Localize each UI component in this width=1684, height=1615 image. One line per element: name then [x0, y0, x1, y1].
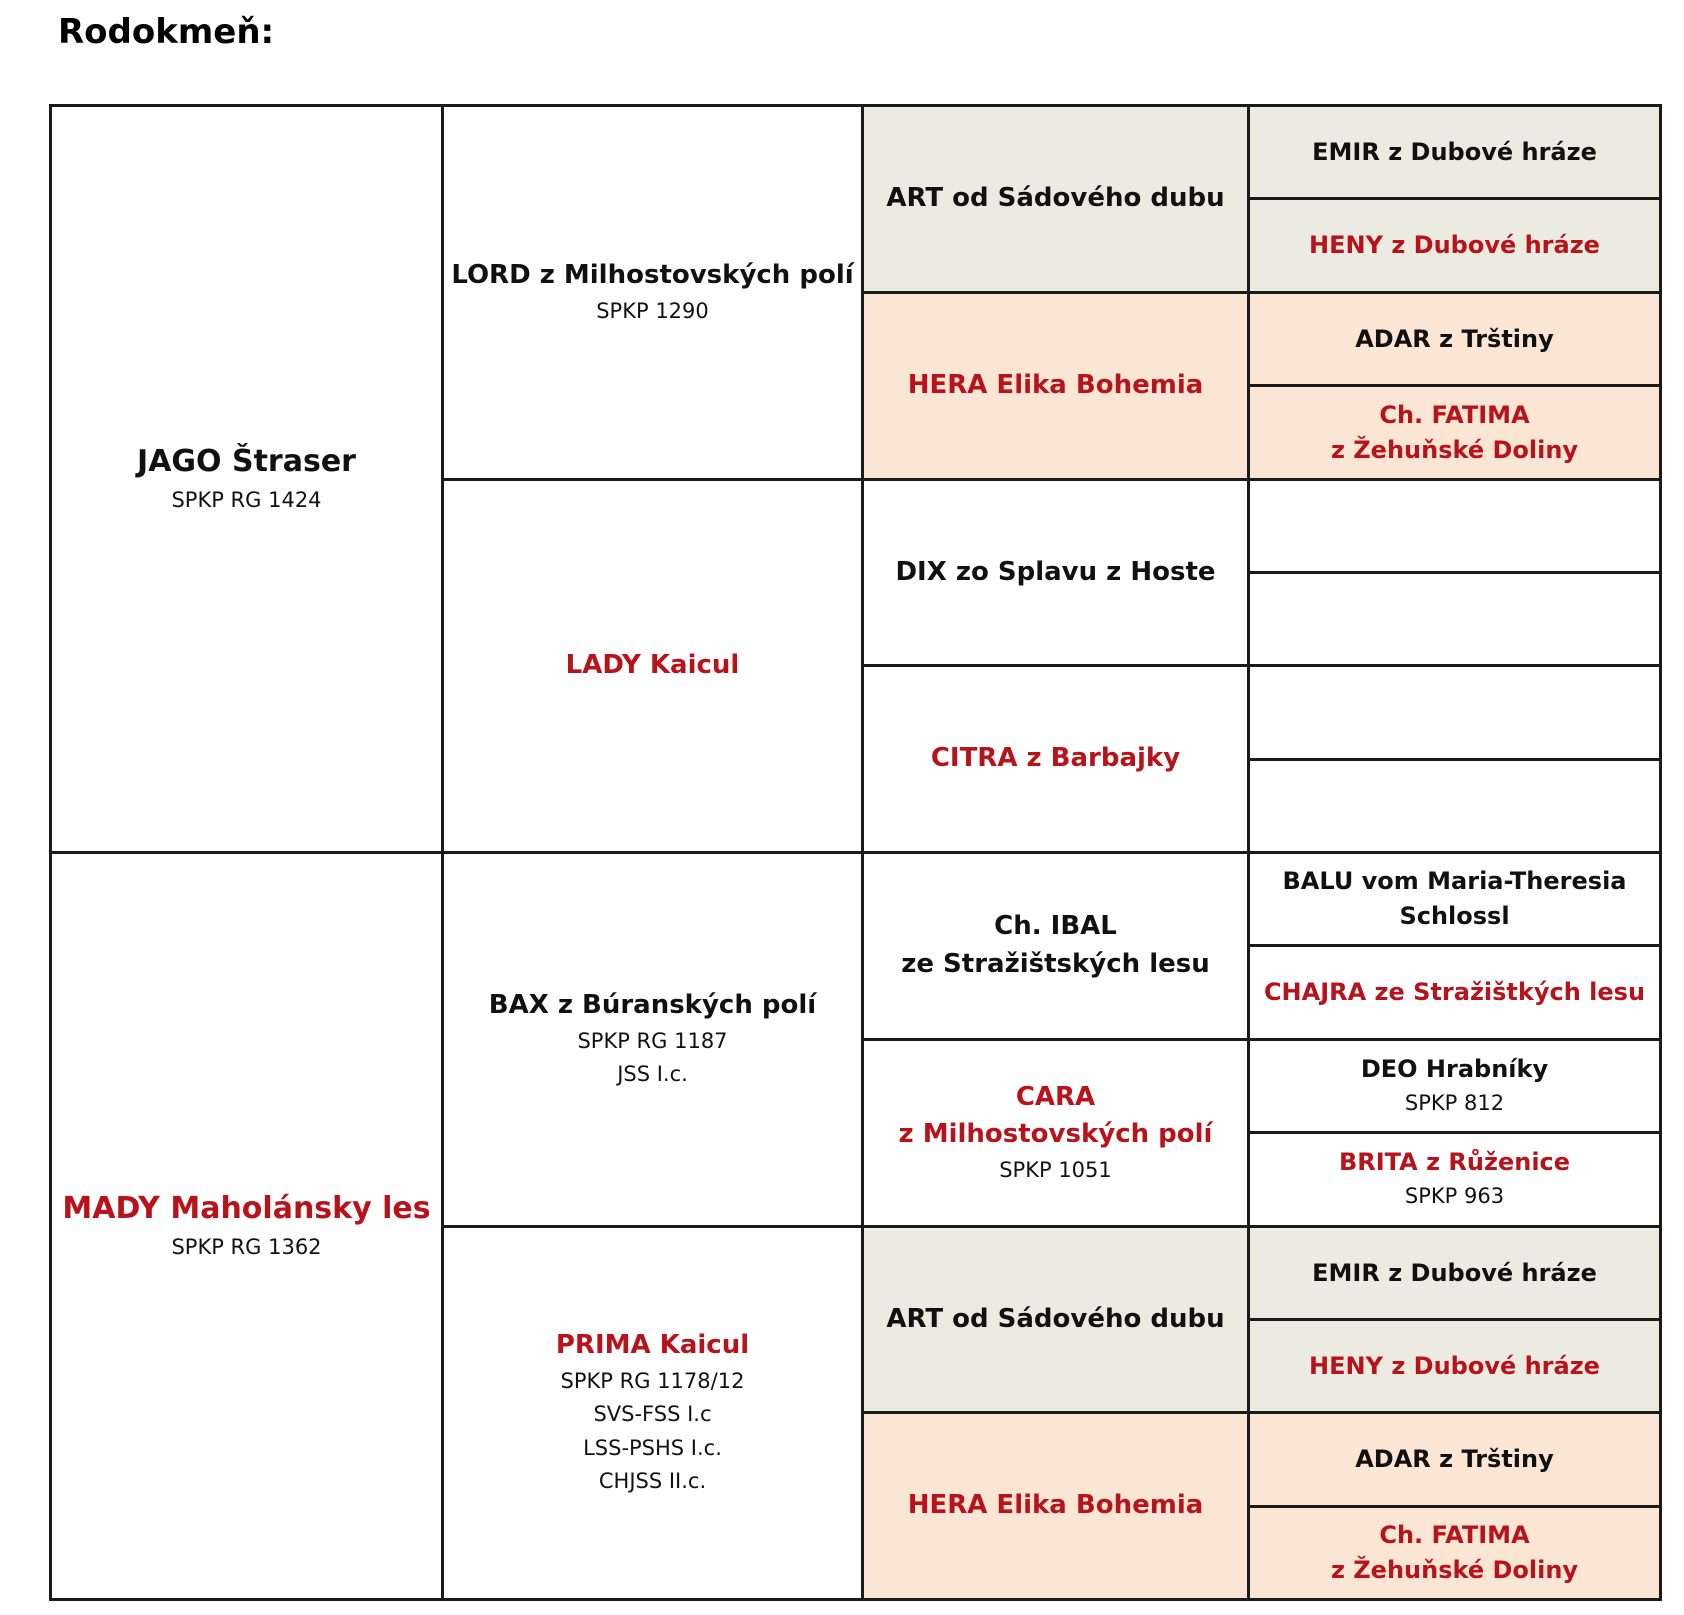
dog-name: BAX z Búranských polí: [488, 990, 817, 1021]
pedigree-cell-gen3: [861, 851, 1250, 1041]
dog-name: Schlossl: [1399, 902, 1510, 930]
pedigree-cell-gen2: [441, 104, 864, 481]
dog-registration-detail: SPKP 812: [1404, 1090, 1505, 1115]
pedigree-cell-gen4: [1247, 1225, 1662, 1321]
pedigree-cell-gen4: [1247, 104, 1662, 200]
dog-name: ADAR z Trštiny: [1355, 1445, 1554, 1474]
dog-name: HENY z Dubové hráze: [1309, 231, 1600, 260]
dog-registration-detail: LSS-PSHS I.c.: [583, 1435, 722, 1460]
pedigree-cell-gen1: [49, 104, 444, 854]
dog-name: JAGO Štraser: [137, 444, 356, 480]
dog-name: LADY Kaicul: [565, 650, 740, 681]
dog-name: CHAJRA ze Stražištkých lesu: [1263, 978, 1646, 1007]
pedigree-cell-gen3: [861, 1411, 1250, 1601]
dog-name: Ch. FATIMA: [1379, 1521, 1530, 1550]
dog-name: Ch. FATIMA: [1379, 400, 1530, 429]
dog-name: ART od Sádového dubu: [886, 183, 1225, 214]
dog-name: ADAR z Trštiny: [1355, 324, 1554, 353]
pedigree-cell-gen4: [1247, 1411, 1662, 1508]
pedigree-cell-gen3: [861, 1038, 1250, 1228]
dog-name: LORD z Milhostovských polí: [451, 259, 854, 290]
dog-name: HERA Elika Bohemia: [907, 1490, 1204, 1521]
pedigree-cell-gen4: [1247, 1318, 1662, 1414]
dog-name: CITRA z Barbajky: [930, 743, 1181, 774]
dog-name: Ch. IBAL: [994, 911, 1117, 942]
dog-name: HERA Elika Bohemia: [907, 370, 1204, 401]
pedigree-cell-gen3: [861, 1225, 1250, 1414]
pedigree-cell-gen4: [1247, 944, 1662, 1041]
dog-name: HENY z Dubové hráze: [1309, 1351, 1600, 1380]
dog-name: EMIR z Dubové hráze: [1312, 1258, 1597, 1287]
pedigree-cell-gen2: [441, 851, 864, 1228]
pedigree-cell-gen4: [1247, 1131, 1662, 1228]
dog-name: DIX zo Splavu z Hoste: [895, 556, 1216, 587]
pedigree-cell-gen3: [861, 478, 1250, 667]
dog-name: EMIR z Dubové hráze: [1312, 137, 1597, 166]
dog-registration-detail: CHJSS II.c.: [598, 1469, 707, 1494]
dog-registration-detail: SPKP 963: [1404, 1184, 1505, 1209]
pedigree-cell-gen1: [49, 851, 444, 1601]
dog-name: ART od Sádového dubu: [886, 1303, 1225, 1334]
dog-name: CARA: [1015, 1081, 1096, 1112]
pedigree-cell-gen2: [441, 1225, 864, 1601]
dog-name: z Žehuňské Doliny: [1330, 1556, 1579, 1584]
pedigree-cell-gen4: [1247, 478, 1662, 574]
dog-name: BRITA z Růženice: [1338, 1148, 1571, 1177]
page-title: Rodokmeň:: [58, 12, 275, 52]
pedigree-cell-gen4: [1247, 197, 1662, 294]
pedigree-cell-gen4: [1247, 571, 1662, 667]
pedigree-cell-gen4: [1247, 758, 1662, 854]
pedigree-cell-gen4: [1247, 384, 1662, 481]
pedigree-cell-gen4: [1247, 664, 1662, 761]
dog-registration-detail: SPKP 1290: [596, 298, 709, 323]
dog-registration-detail: SPKP RG 1424: [171, 487, 322, 512]
dog-name: MADY Maholánsky les: [62, 1191, 431, 1227]
dog-registration-detail: SVS-FSS I.c: [593, 1402, 712, 1427]
dog-name: PRIMA Kaicul: [555, 1329, 750, 1360]
pedigree-cell-gen2: [441, 478, 864, 854]
pedigree-cell-gen3: [861, 664, 1250, 854]
dog-registration-detail: SPKP RG 1187: [577, 1028, 728, 1053]
dog-registration-detail: SPKP RG 1362: [171, 1234, 322, 1259]
dog-registration-detail: JSS I.c.: [617, 1062, 688, 1087]
pedigree-cell-gen4: [1247, 1038, 1662, 1134]
pedigree-cell-gen4: [1247, 291, 1662, 387]
dog-registration-detail: SPKP RG 1178/12: [560, 1368, 745, 1393]
pedigree-cell-gen3: [861, 104, 1250, 294]
dog-name: BALU vom Maria-Theresia: [1282, 867, 1627, 896]
pedigree-cell-gen3: [861, 291, 1250, 481]
pedigree-cell-gen4: [1247, 851, 1662, 947]
pedigree-table: [49, 104, 1659, 1598]
dog-name: ze Stražištských lesu: [901, 949, 1210, 979]
dog-registration-detail: SPKP 1051: [999, 1157, 1112, 1182]
pedigree-cell-gen4: [1247, 1505, 1662, 1601]
dog-name: z Milhostovských polí: [898, 1119, 1213, 1150]
dog-name: z Žehuňské Doliny: [1330, 435, 1579, 464]
dog-name: DEO Hrabníky: [1360, 1054, 1549, 1083]
